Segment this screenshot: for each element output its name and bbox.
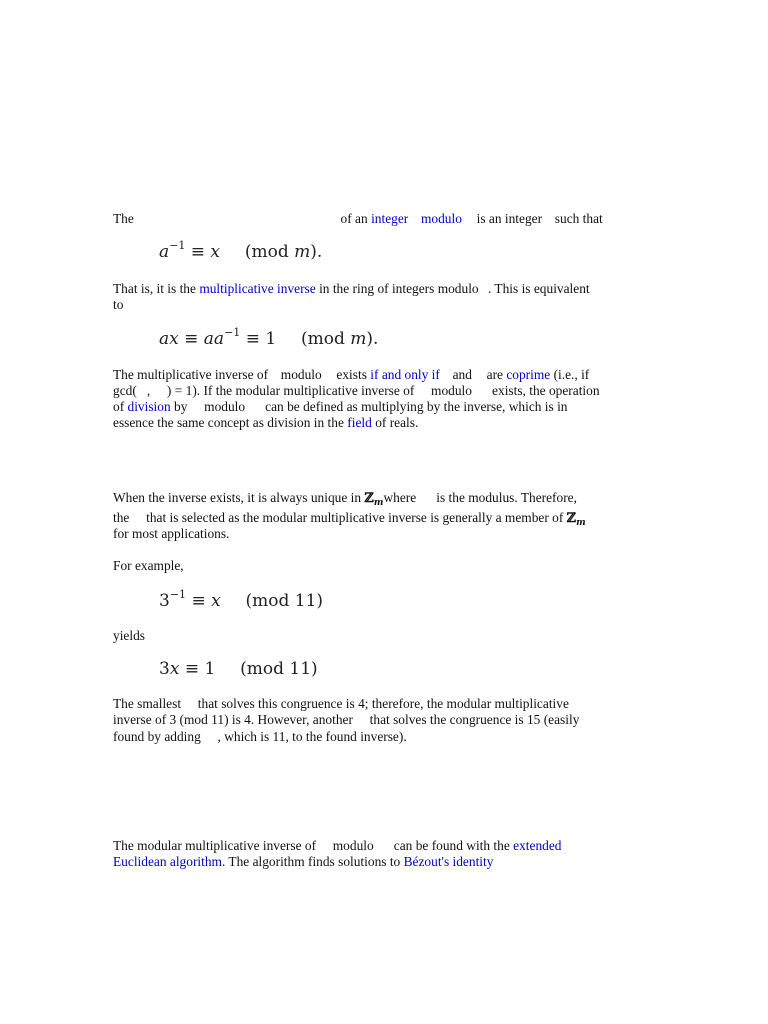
eq2-exponent: −1 — [224, 326, 241, 339]
para4-text-b: where is the modulus. Therefore, — [383, 490, 577, 505]
intro-of-an: of an — [340, 211, 368, 226]
eq2-congruent-2: ≡ — [245, 329, 260, 349]
eq1-rhs: x — [210, 242, 221, 262]
eq1-exponent: −1 — [169, 239, 186, 252]
intro-such-that: such that — [554, 211, 603, 226]
eq4-var: x — [169, 659, 180, 679]
zm-symbol — [364, 491, 383, 506]
para3-text-b: modulo — [280, 367, 322, 382]
para6 — [113, 628, 145, 644]
equation-example — [159, 588, 324, 611]
para8-text-a: The modular multiplicative inverse of modulo can be found with the — [113, 838, 510, 853]
zm-subscript-2: m — [576, 518, 586, 528]
equation-equivalent — [159, 326, 379, 349]
eq1-mod-open: (mod — [244, 242, 289, 262]
para3-line4 — [113, 415, 418, 431]
eq1-base: a — [159, 242, 170, 262]
eq2-mod-var: m — [350, 329, 367, 349]
eq2-congruent-1: ≡ — [184, 329, 199, 349]
eq3-rhs: x — [211, 591, 221, 611]
para3-text-f: (i.e., if — [553, 367, 590, 382]
for-example-text: For example, — [113, 558, 184, 573]
para7-text-3: found by adding , which is 11, to the found inverse). — [113, 729, 407, 744]
para3-line1 — [113, 367, 589, 383]
para3-text-e: are — [486, 367, 503, 382]
para3-text-of: of — [113, 399, 125, 414]
eq1-mod-close: ). — [310, 242, 323, 262]
para7-text-2: inverse of 3 (mod 11) is 4. However, another that solves the congruence is 15 (easily — [113, 712, 580, 727]
zm-letter-2: ℤ — [566, 511, 577, 526]
link-euclidean-algorithm[interactable]: Euclidean algorithm — [113, 854, 222, 869]
eq2-lhs: ax — [159, 329, 179, 349]
eq3-base: 3 — [159, 591, 170, 611]
eq1-congruent: ≡ — [190, 242, 206, 262]
zm-letter: ℤ — [364, 491, 374, 506]
para3-text-gcd: gcd( , ) = 1). If the modular multiplicative inverse of modulo exists, the operation — [113, 383, 600, 398]
eq4-congruent: ≡ — [184, 659, 200, 679]
intro-the: The — [113, 211, 134, 226]
eq3-congruent: ≡ — [191, 591, 206, 611]
eq2-rhs: 1 — [265, 329, 277, 349]
eq2-mod-open: (mod — [301, 329, 345, 349]
para3-text-of-reals: of reals. — [375, 415, 419, 430]
para2-text-a: That is, it is the — [113, 281, 196, 296]
para3-text-d: and — [452, 367, 472, 382]
para2-line2 — [113, 297, 123, 313]
para4-text-c: the that is selected as the modular multiplicative inverse is generally a member of — [113, 510, 564, 525]
eq3-mod: (mod 11) — [245, 591, 324, 611]
link-modulo[interactable]: modulo — [420, 211, 462, 226]
link-division[interactable]: division — [127, 399, 171, 414]
para5 — [113, 558, 184, 574]
eq4-mod: (mod 11) — [240, 659, 318, 679]
link-multiplicative-inverse[interactable]: multiplicative inverse — [199, 281, 316, 296]
zm-subscript: m — [373, 498, 384, 508]
para3-text-essence: essence the same concept as division in the — [113, 415, 344, 430]
para7-text-1: The smallest that solves this congruence is 4; therefore, the modular multiplicative — [113, 696, 569, 711]
para7-line1 — [113, 696, 569, 712]
para4-line1 — [113, 490, 577, 507]
para2-line1 — [113, 281, 590, 297]
link-integer[interactable]: integer — [371, 211, 409, 226]
para3-text-division-rest: by modulo can be defined as multiplying by the inverse, which is in — [174, 399, 568, 414]
zm-symbol-2 — [567, 511, 586, 526]
para4-line2 — [113, 510, 586, 527]
yields-text: yields — [113, 628, 145, 643]
eq2-mod-close: ). — [366, 329, 379, 349]
link-coprime[interactable]: coprime — [506, 367, 551, 382]
para3-line3 — [113, 399, 568, 415]
para2-text-c: . This is equivalent — [487, 281, 590, 296]
link-if-and-only-if[interactable]: if and only if — [370, 367, 440, 382]
link-bezout-identity[interactable]: Bézout's identity — [403, 854, 494, 869]
para4-text-apps: for most applications. — [113, 526, 230, 541]
link-extended[interactable]: extended — [513, 838, 562, 853]
eq4-coefficient: 3 — [159, 659, 170, 679]
para3-text-a: The multiplicative inverse of — [113, 367, 269, 382]
equation-yields — [159, 659, 318, 679]
link-field[interactable]: field — [347, 415, 372, 430]
eq4-rhs: 1 — [204, 659, 216, 679]
para3-text-c: exists — [336, 367, 367, 382]
para7-line2 — [113, 712, 579, 728]
eq2-mid: aa — [203, 329, 225, 349]
intro-line — [113, 211, 603, 227]
para7-line3 — [113, 729, 407, 745]
para4-text-a: When the inverse exists, it is always unique in — [113, 490, 362, 505]
para2-text-b: in the ring of integers modulo — [319, 281, 479, 296]
para4-line3 — [113, 526, 229, 542]
para3-line2 — [113, 383, 600, 399]
para8-line1 — [113, 838, 562, 854]
para2-text-to: to — [113, 297, 124, 312]
para8-line2 — [113, 854, 493, 870]
eq3-exponent: −1 — [169, 588, 187, 601]
intro-is-an-integer: is an integer — [476, 211, 543, 226]
equation-inverse-definition — [159, 239, 323, 262]
para8-text-b: . The algorithm finds solutions to — [221, 854, 401, 869]
eq1-mod-var: m — [294, 242, 311, 262]
